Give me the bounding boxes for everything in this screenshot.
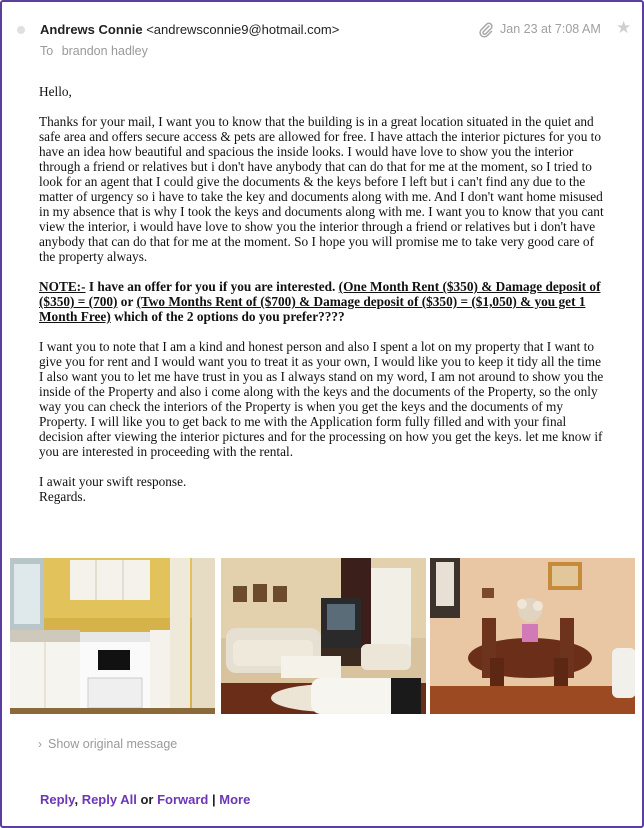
message-date: Jan 23 at 7:08 AM [500, 22, 601, 36]
living-room-photo[interactable] [221, 558, 426, 714]
offer-option-1: (One Month Rent ($350) & Damage deposit of ($350) = (700) [39, 279, 601, 309]
note-intro: I have an offer for you if you are interested. [85, 279, 339, 294]
more-link[interactable]: More [219, 792, 251, 807]
reply-all-link[interactable]: Reply All [81, 792, 137, 807]
recipient-name[interactable]: brandon hadley [61, 44, 148, 58]
recipient-line [40, 44, 148, 58]
attachment-photos [10, 558, 636, 714]
greeting: Hello, [39, 84, 72, 99]
note-or: or [117, 294, 137, 309]
dining-room-photo[interactable] [430, 558, 635, 714]
offer-option-2: (Two Months Rent of ($700) & Damage deposit of ($350) = ($1,050) & you get 1 Month Free) [39, 294, 586, 324]
closing [39, 474, 607, 504]
actions-or: or [140, 792, 154, 807]
sender-email[interactable]: <andrewsconnie9@hotmail.com> [146, 22, 340, 37]
note-question: which of the 2 options do you prefer???? [110, 309, 345, 324]
closing-line-2: Regards. [39, 489, 86, 504]
body-paragraph-1: Thanks for your mail, I want you to know that the building is in a great location situated in the quiet and safe area and offers secure access & pets are allowed for free. I have attach the interior pictures for you to have an idea how beautiful and spacious the inside looks. I would have love to show you the interior through a friend or relatives but i don't have anybody that can do that for me at the moment, so I tried to look for an agent that I could give the documents & the keys before I left but i can't find any due to the matter of urgency so i have to take the key and documents along with me. And I don't want home misused in my absence that is why I took the keys and documents along with me. I want you to know that you cant view the interior, i would have love to show you the interior through a friend or relatives but i don't have anybody that can do that for me at the moment. So I hope you will promise me to take very good care of the property always. [39, 114, 604, 264]
message-actions [40, 792, 250, 807]
body-paragraph-2: I want you to note that I am a kind and honest person and also I spent a lot on my property that I want to give you for rent and I would want you to treat it as your own, I would like you to keep it tidy all the time I also want you to let me have trust in you as I always stand on my word, I am not around to show you the inside of the Property and also i come along with the keys and the documents of the Property, so the only way you can check the interiors of the Property is when you get the keys and the documents of my Property. I will like you to get back to me with the Application form fully filled and with your final decision after viewing the interior pictures and for the processing on how you get the keys. let me know if you are interested in proceeding with the rental. [39, 339, 604, 459]
reply-comma: , [74, 792, 79, 807]
message-body [39, 84, 607, 504]
to-label: To [40, 44, 54, 58]
paperclip-icon[interactable] [479, 22, 493, 38]
message-header [2, 2, 642, 62]
offer-note [39, 279, 607, 324]
star-icon[interactable]: ★ [616, 18, 632, 37]
sender-line[interactable] [40, 22, 339, 37]
show-original-link[interactable] [38, 737, 177, 751]
chevron-right-icon: › [38, 737, 42, 751]
reply-link[interactable]: Reply [40, 792, 75, 807]
show-original-label: Show original message [48, 737, 178, 751]
forward-link[interactable]: Forward [157, 792, 209, 807]
actions-separator: | [212, 792, 216, 807]
note-label: NOTE:- [39, 279, 86, 294]
sender-name[interactable]: Andrews Connie [40, 22, 143, 37]
kitchen-photo[interactable] [10, 558, 215, 714]
unread-dot [17, 26, 25, 34]
closing-line-1: I await your swift response. [39, 474, 187, 489]
